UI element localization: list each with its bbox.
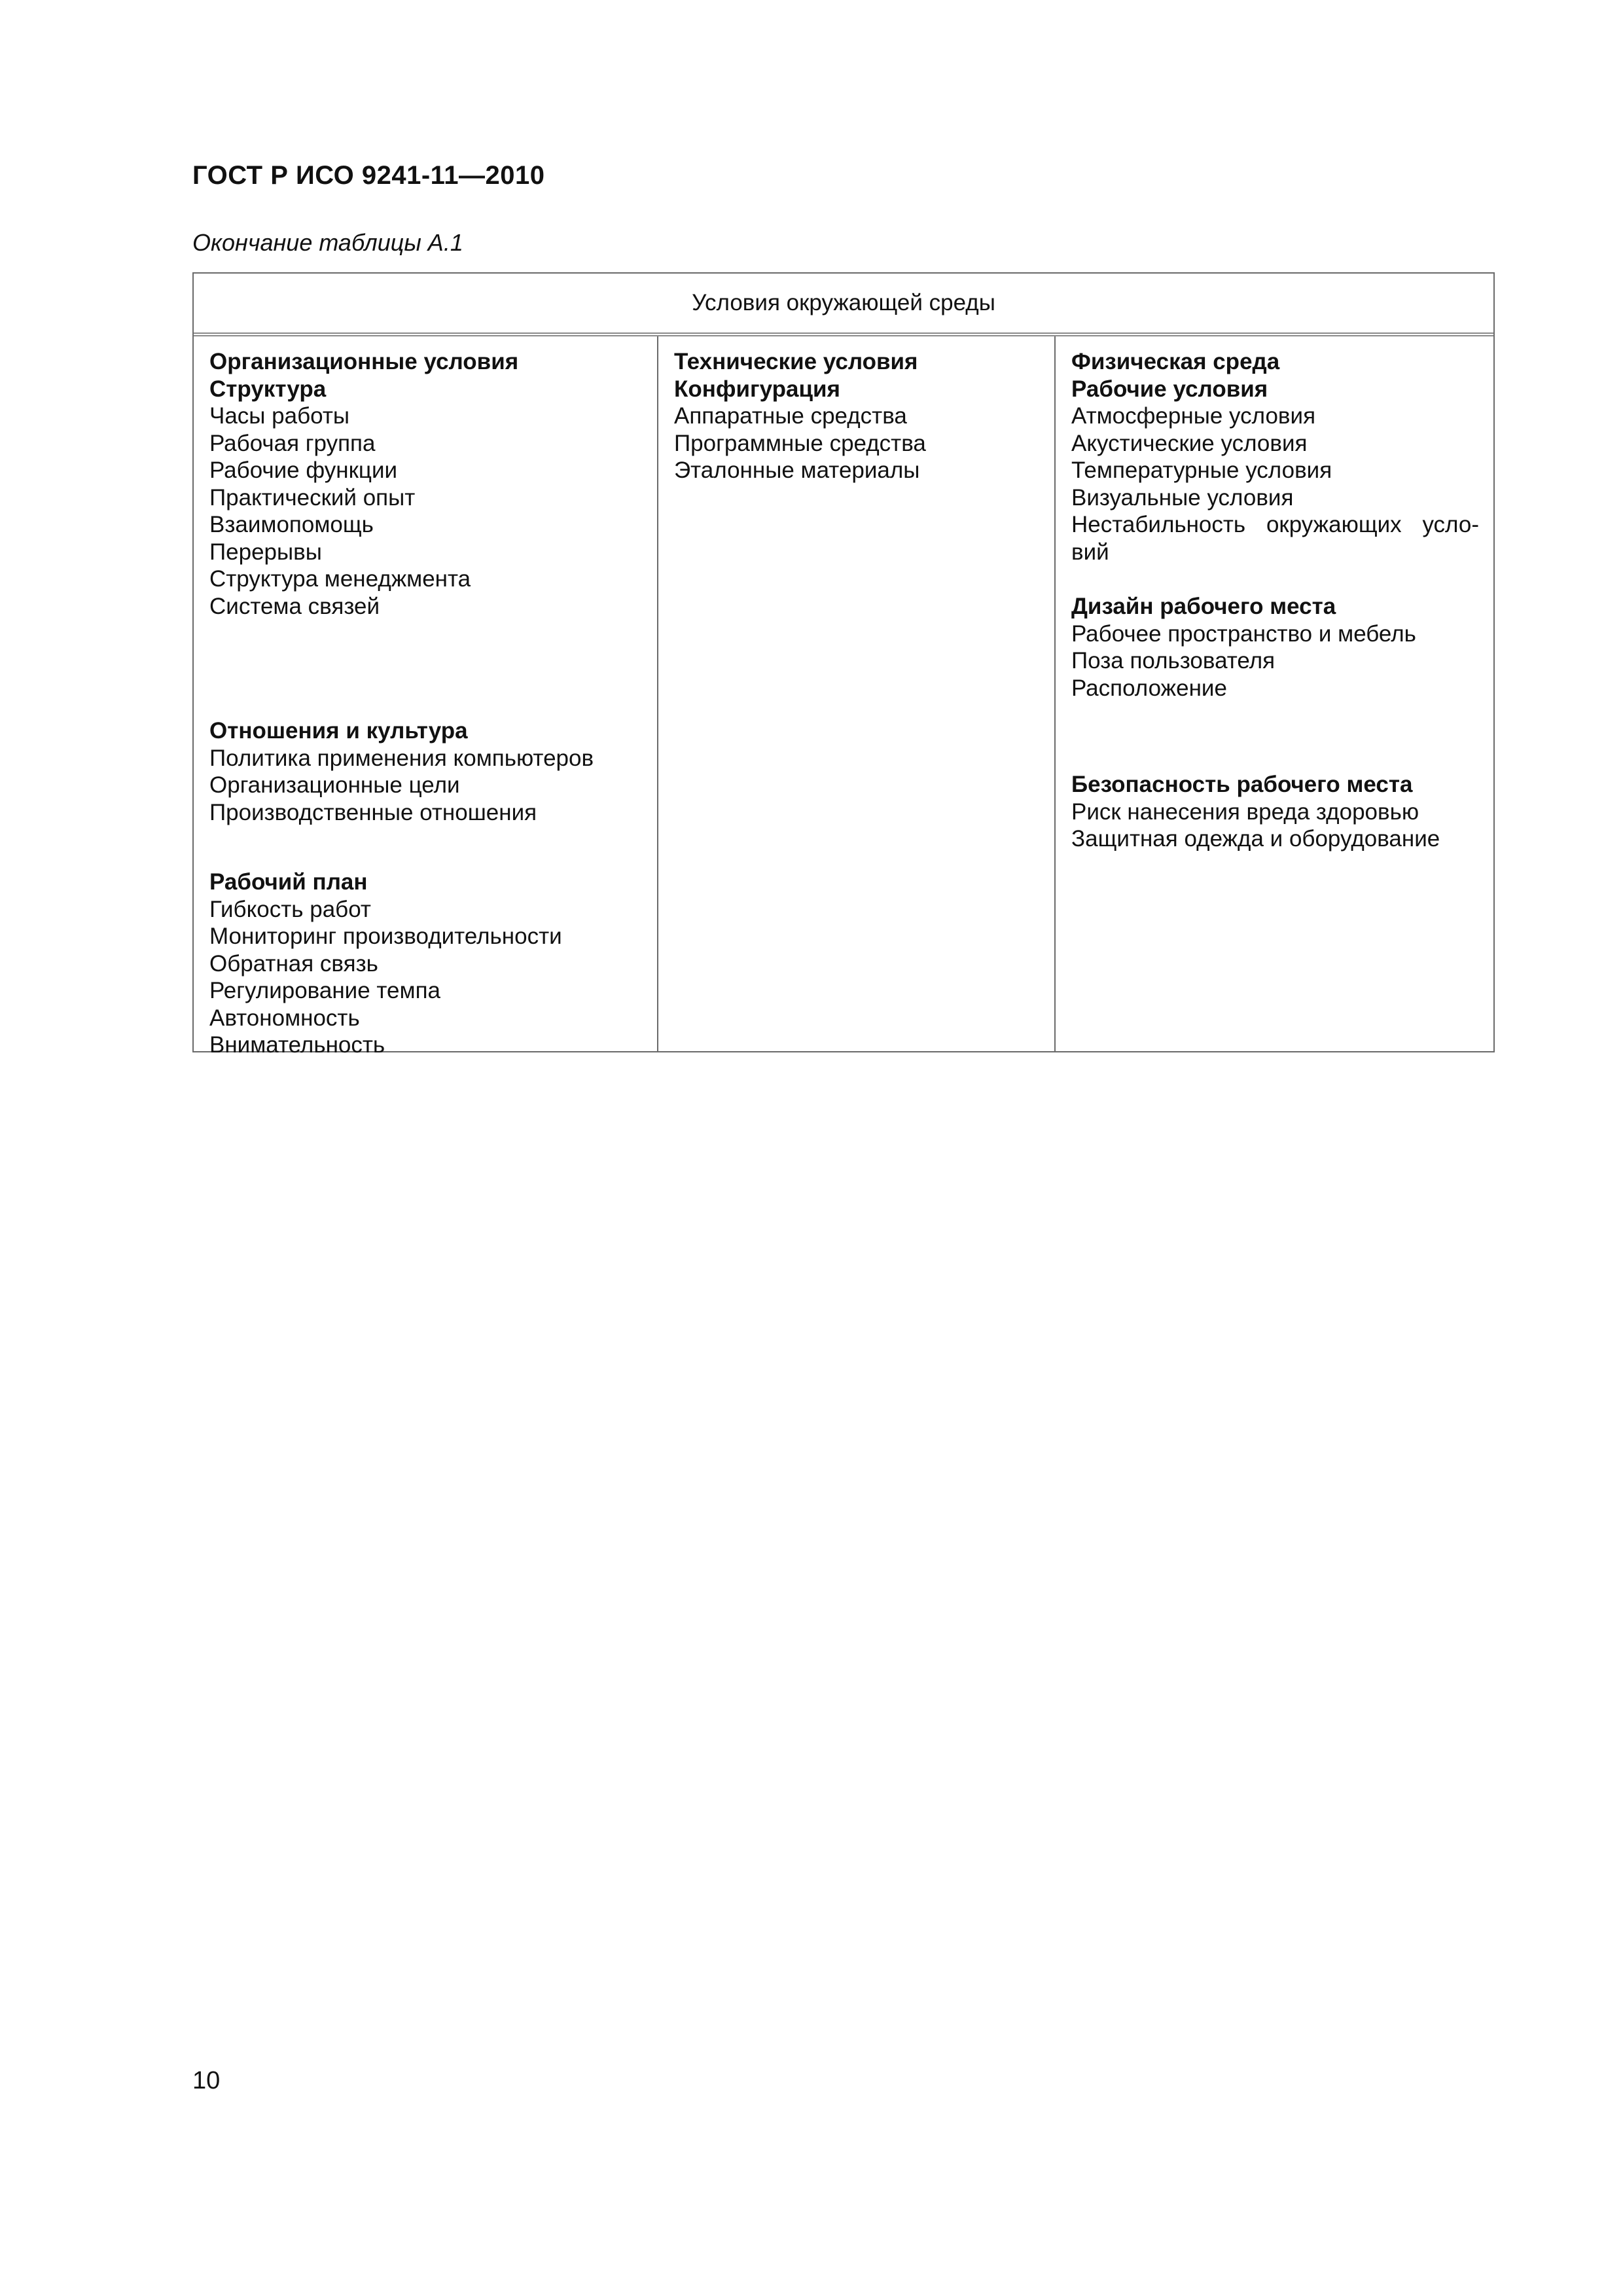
cell-line: Атмосферные условия <box>1071 403 1316 429</box>
cell-line: Гибкость работ <box>209 896 371 922</box>
cell-line: Практический опыт <box>209 484 416 511</box>
cell-line: Структура <box>209 376 327 402</box>
cell-line: Система связей <box>209 593 380 619</box>
cell-line: Внимательность <box>209 1032 385 1058</box>
cell-line: Политика применения компьютеров <box>209 745 594 771</box>
cell-line: Обратная связь <box>209 950 378 977</box>
cell-line: Температурные условия <box>1071 457 1332 483</box>
cell-line: Безопасность рабочего места <box>1071 772 1413 797</box>
cell-line: Перерывы <box>209 539 322 565</box>
cell-line: Структура менеджмента <box>209 566 471 592</box>
cell-group <box>674 348 1040 484</box>
cell-line: Эталонные материалы <box>674 457 920 483</box>
table-header-cell: Условия окружающей среды <box>194 274 1493 336</box>
cell-line: Организационные цели <box>209 772 460 798</box>
cell-line: Производственные отношения <box>209 799 537 825</box>
table-caption: Окончание таблицы А.1 <box>192 229 463 256</box>
cell-line: Рабочие функции <box>209 457 398 483</box>
cell-line: Часы работы <box>209 403 350 429</box>
cell-line: Расположение <box>1071 675 1227 701</box>
cell-group <box>1071 593 1479 702</box>
cell-line: Рабочее пространство и мебель <box>1071 620 1416 647</box>
cell-line: Дизайн рабочего места <box>1071 594 1336 619</box>
cell-line: Автономность <box>209 1005 360 1031</box>
cell-line: Программные средства <box>674 430 926 456</box>
document-header: ГОСТ Р ИСО 9241-11—2010 <box>192 161 545 190</box>
cell-line: Визуальные условия <box>1071 484 1294 511</box>
table-column-physical <box>1056 336 1493 1051</box>
cell-group <box>209 348 643 620</box>
cell-line: Технические условия <box>674 349 918 374</box>
cell-line: Мониторинг производительности <box>209 924 562 949</box>
table-column-organizational <box>194 336 658 1058</box>
cell-line: Регулирование темпа <box>209 978 440 1003</box>
cell-line: Нестабильность окружающих усло- <box>1071 512 1479 537</box>
cell-line: Акустические условия <box>1071 430 1308 456</box>
table-column-technical <box>658 336 1056 1051</box>
cell-line: Организационные условия <box>209 349 519 374</box>
cell-line: Аппаратные средства <box>674 403 907 429</box>
cell-line: Рабочий план <box>209 869 368 895</box>
conditions-table <box>192 272 1495 1058</box>
page-number: 10 <box>192 2067 221 2094</box>
cell-line: Отношения и культура <box>209 718 468 744</box>
cell-line: Рабочая группа <box>209 430 376 456</box>
cell-line: Рабочие условия <box>1071 376 1268 402</box>
cell-group <box>209 869 643 1059</box>
cell-group <box>209 717 643 826</box>
cell-group <box>1071 771 1479 853</box>
cell-line: Физическая среда <box>1071 349 1280 374</box>
cell-line: вий <box>1071 539 1109 565</box>
cell-line: Защитная одежда и оборудование <box>1071 826 1440 852</box>
cell-line: Риск нанесения вреда здоровью <box>1071 798 1419 825</box>
cell-line: Взаимопомощь <box>209 512 374 537</box>
cell-group <box>1071 348 1479 565</box>
cell-line: Поза пользователя <box>1071 648 1275 673</box>
cell-line: Конфигурация <box>674 376 840 402</box>
